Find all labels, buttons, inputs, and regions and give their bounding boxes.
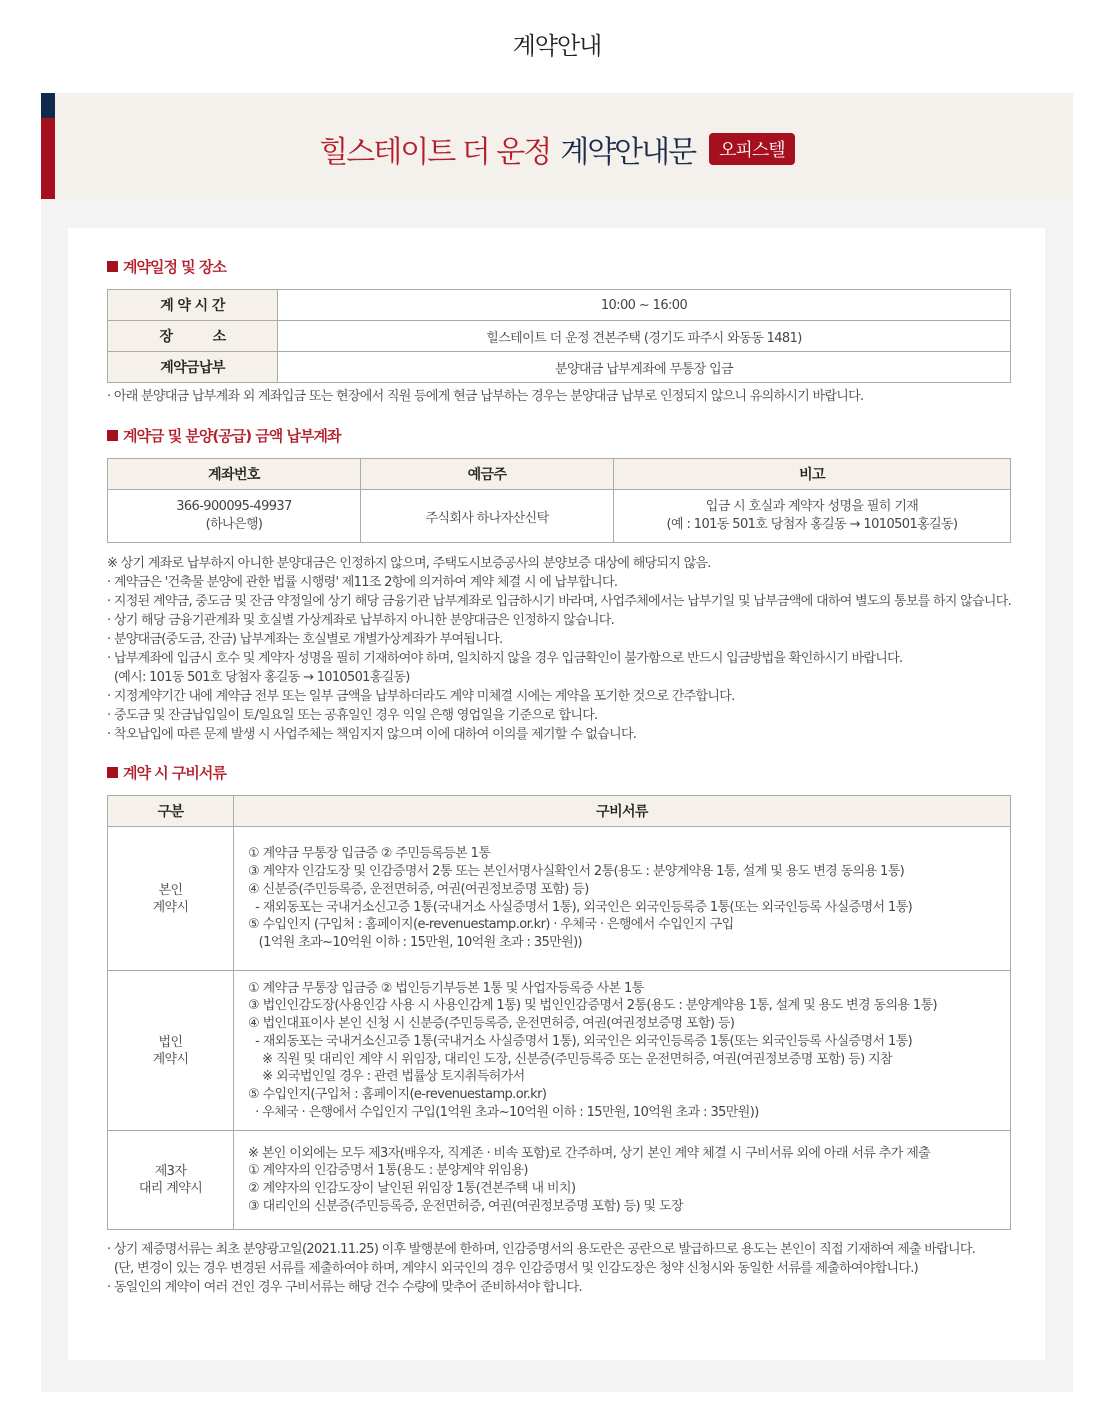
remark-line: (예 : 101동 501호 당첨자 홍길동 → 1010501홍길동) (666, 517, 958, 532)
account-number: 366-900095-49937 (176, 499, 292, 514)
note-line: - 재외동포는 국내거소신고증 1통(국내거소 사실증명서 1통), 외국인은 외국인등록증 1통(또는 외국인등록 사실증명서 1통) (248, 1033, 913, 1049)
note-line: (예시: 101동 501호 당첨자 홍길동 → 1010501홍길동) (107, 670, 410, 685)
note-line: ① 계약자의 인감증명서 1통(용도 : 분양계약 위임용) (248, 1163, 528, 1179)
row-value: 10:00 ~ 16:00 (278, 290, 1011, 321)
note-line: ③ 대리인의 신분증(주민등록증, 운전면허증, 여권(여권정보증명 포함) 등) 및 도장 (248, 1198, 683, 1214)
type-badge: 오피스텔 (709, 133, 795, 165)
table-header-row (108, 459, 1011, 490)
document-list (234, 971, 1011, 1131)
note-line: · 우체국 · 은행에서 수입인지 구입(1억원 초과~10억원 이하 : 15만원, 10억원 초과 : 35만원)) (248, 1104, 759, 1120)
note-line: · 납부계좌에 입금시 호수 및 계약자 성명을 필히 기재하여야 하며, 일치하지 않을 경우 입금확인이 불가함으로 반드시 입금방법을 확인하시기 바랍니다. (107, 651, 903, 666)
document-list (234, 827, 1011, 971)
note-line: · 착오납입에 따른 문제 발생 시 사업주체는 책임지지 않으며 이에 대하여 이의를 제기할 수 없습니다. (107, 727, 637, 742)
column-header: 예금주 (361, 459, 614, 490)
note-line: ① 계약금 무통장 입금증 ② 법인등기부등본 1통 및 사업자등록증 사본 1통 (248, 980, 644, 996)
note-line: ※ 본인 이외에는 모두 제3자(배우자, 직계존 · 비속 포함)로 간주하며, 상기 본인 계약 체결 시 구비서류 외에 아래 서류 추가 제출 (248, 1145, 931, 1161)
table-row (108, 490, 1011, 543)
row-label: 장 소 (108, 321, 278, 352)
category-label: 계약시 (152, 1051, 189, 1067)
note-line: ※ 직원 및 대리인 계약 시 위임장, 대리인 도장, 신분증(주민등록증 또는 운전면허증, 여권(여권정보증명 포함) 등) 지참 (248, 1051, 893, 1067)
row-label: 계 약 시 간 (108, 290, 278, 321)
note-line: · 지정계약기간 내에 계약금 전부 또는 일부 금액을 납부하더라도 계약 미체결 시에는 계약을 포기한 것으로 간주합니다. (107, 689, 735, 704)
category-label: 법인 (158, 1034, 183, 1050)
table-row (108, 352, 1011, 383)
note-line: · 계약금은 '건축물 분양에 관한 법률 시행령' 제11조 2항에 의거하여 계약 체결 시 에 납부합니다. (107, 575, 618, 590)
note-line: ⑤ 수입인지 (구입처 : 홈페이지(e-revenuestamp.or.kr) · 우체국 · 은행에서 수입인지 구입 (248, 917, 734, 933)
category-label: 대리 계약시 (138, 1181, 203, 1196)
bank-name: (하나은행) (205, 517, 263, 532)
table-row (108, 827, 1011, 971)
table-row (108, 290, 1011, 321)
banner-title-doc: 계약안내문 (560, 135, 696, 170)
row-value: 분양대금 납부계좌에 무통장 입금 (278, 352, 1011, 383)
note-line: ③ 법인인감도장(사용인감 사용 시 사용인감계 1통) 및 법인인감증명서 2통(용도 : 분양계약용 1통, 설계 및 용도 변경 동의용 1통) (248, 998, 938, 1014)
column-header: 비고 (614, 459, 1011, 490)
section-heading-account: 계약금 및 분양(공급) 금액 납부계좌 (107, 425, 340, 446)
table-row (108, 1131, 1011, 1230)
page-title: 계약안내 (512, 32, 602, 60)
row-label: 계약금납부 (108, 352, 278, 383)
documents-notes (107, 1240, 975, 1297)
document-list (234, 1131, 1011, 1230)
column-header: 구분 (108, 796, 234, 827)
column-header: 구비서류 (234, 796, 1011, 827)
section-heading-schedule: 계약일정 및 장소 (107, 256, 226, 277)
section-heading-documents: 계약 시 구비서류 (107, 762, 226, 783)
note-line: · 상기 제증명서류는 최초 분양광고일(2021.11.25) 이후 발행분에 한하며, 인감증명서의 용도란은 공란으로 발급하므로 용도는 본인이 직접 기재하여 제출 바랍니다. (107, 1242, 976, 1257)
banner (41, 93, 1073, 199)
note-line: ④ 법인대표이사 본인 신청 시 신분증(주민등록증, 운전면허증, 여권(여권정보증명 포함) 등) (248, 1016, 735, 1032)
note-line: · 지정된 계약금, 중도금 및 잔금 약정일에 상기 해당 금융기관 납부계좌로 입금하시기 바라며, 사업주체에서는 납부기일 및 납부금액에 대하여 별도의 통보를 하지 않습니다. (107, 594, 1012, 609)
note-line: - 재외동포는 국내거소신고증 1통(국내거소 사실증명서 1통), 외국인은 외국인등록증 1통(또는 외국인등록 사실증명서 1통) (248, 899, 913, 915)
account-table (107, 458, 1011, 543)
note-line: ⑤ 수입인지(구입처 : 홈페이지(e-revenuestamp.or.kr) (248, 1086, 547, 1102)
banner-title (41, 127, 1073, 171)
schedule-note: · 아래 분양대금 납부계좌 외 계좌입금 또는 현장에서 직원 등에게 현금 납부하는 경우는 분양대금 납부로 인정되지 않으니 유의하시기 바랍니다. (107, 389, 864, 404)
category-label: 제3자 (154, 1164, 187, 1179)
schedule-table (107, 289, 1011, 383)
note-line: · 동일인의 계약이 여러 건인 경우 구비서류는 해당 건수 수량에 맞추어 준비하셔야 합니다. (107, 1280, 582, 1295)
table-header-row (108, 796, 1011, 827)
category-label: 계약시 (152, 899, 189, 915)
category-label: 본인 (158, 882, 183, 898)
column-header: 계좌번호 (108, 459, 361, 490)
table-row (108, 971, 1011, 1131)
documents-table (107, 795, 1011, 1230)
banner-title-project: 힐스테이트 더 운정 (319, 135, 551, 170)
account-holder: 주식회사 하나자산신탁 (361, 490, 614, 543)
note-line: ※ 상기 계좌로 납부하지 아니한 분양대금은 인정하지 않으며, 주택도시보증공사의 분양보증 대상에 해당되지 않음. (107, 556, 711, 571)
table-row (108, 321, 1011, 352)
note-line: ③ 계약자 인감도장 및 인감증명서 2통 또는 본인서명사실확인서 2통(용도 : 분양계약용 1통, 설계 및 용도 변경 동의용 1통) (248, 864, 905, 880)
note-line: · 중도금 및 잔금납입일이 토/일요일 또는 공휴일인 경우 익일 은행 영업일을 기준으로 합니다. (107, 708, 598, 723)
banner-accent-navy (41, 93, 55, 118)
note-line: ① 계약금 무통장 입금증 ② 주민등록등본 1통 (248, 846, 491, 862)
note-line: ② 계약자의 인감도장이 날인된 위임장 1통(견본주택 내 비치) (248, 1181, 576, 1196)
note-line: ※ 외국법인일 경우 : 관련 법률상 토지취득허가서 (248, 1069, 525, 1085)
note-line: (단, 변경이 있는 경우 변경된 서류를 제출하여야 하며, 계약시 외국인의 경우 인감증명서 및 인감도장은 청약 신청시와 동일한 서류를 제출하여야합니다.) (107, 1261, 919, 1276)
note-line: (1억원 초과~10억원 이하 : 15만원, 10억원 초과 : 35만원)) (248, 934, 583, 950)
note-line: ④ 신분증(주민등록증, 운전면허증, 여권(여권정보증명 포함) 등) (248, 881, 589, 897)
row-value: 힐스테이트 더 운정 견본주택 (경기도 파주시 와동동 1481) (278, 321, 1011, 352)
note-line: · 분양대금(중도금, 잔금) 납부계좌는 호실별로 개별가상계좌가 부여됩니다. (107, 632, 503, 647)
account-notes (107, 554, 1011, 744)
note-line: · 상기 해당 금융기관계좌 및 호실별 가상계좌로 납부하지 아니한 분양대금은 인정하지 않습니다. (107, 613, 615, 628)
remark-line: 입금 시 호실과 계약자 성명을 필히 기재 (705, 499, 919, 514)
